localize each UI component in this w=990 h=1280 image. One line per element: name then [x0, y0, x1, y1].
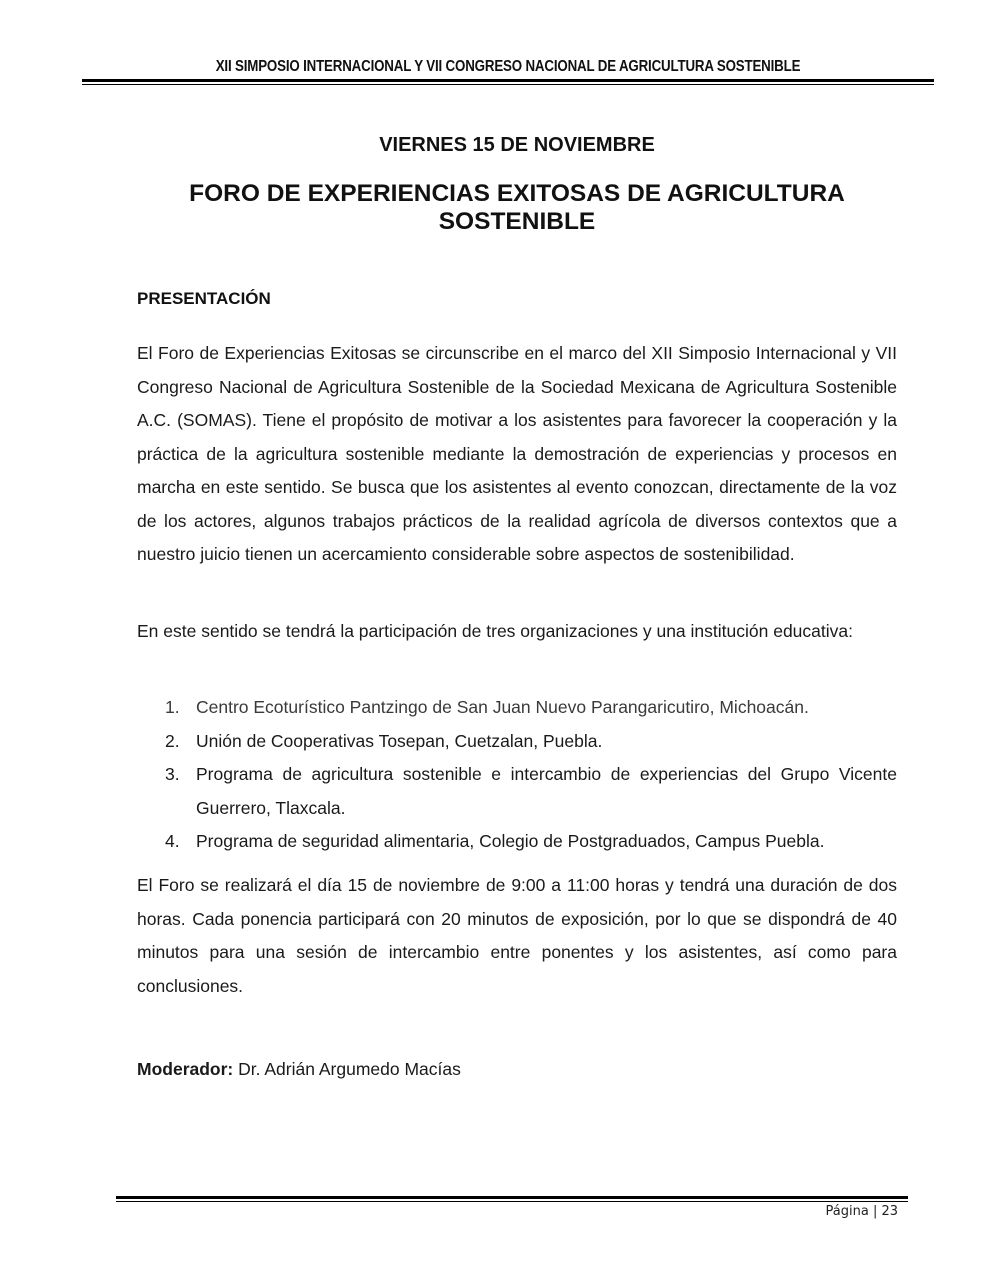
moderator-name: Dr. Adrián Argumedo Macías: [238, 1059, 461, 1079]
list-item-text: Programa de agricultura sostenible e intercambio de experiencias del Grupo Vicente Guerrero, Tlaxcala.: [196, 764, 897, 818]
organization-list: [137, 691, 897, 859]
moderator-line: [137, 1059, 461, 1080]
list-item-number: 3.: [165, 764, 180, 784]
section-heading: PRESENTACIÓN: [137, 289, 271, 308]
list-item-text: Centro Ecoturístico Pantzingo de San Juan Nuevo Parangaricutiro, Michoacán.: [196, 697, 809, 717]
header-divider-thin: [82, 84, 934, 85]
header-divider: [82, 79, 934, 82]
list-item: [137, 691, 897, 725]
participation-paragraph: En este sentido se tendrá la participación de tres organizaciones y una institución educativa:: [137, 621, 853, 641]
list-item: [137, 725, 897, 759]
footer-divider: [116, 1196, 908, 1199]
list-item-number: 4.: [165, 831, 180, 851]
header-title: XII SIMPOSIO INTERNACIONAL Y VII CONGRESO NACIONAL DE AGRICULTURA SOSTENIBLE: [215, 58, 801, 75]
list-item-text: Programa de seguridad alimentaria, Colegio de Postgraduados, Campus Puebla.: [196, 831, 825, 851]
page-title: FORO DE EXPERIENCIAS EXITOSAS DE AGRICULTURA SOSTENIBLE: [189, 180, 845, 235]
list-item: [137, 758, 897, 825]
page-number: Página | 23: [825, 1204, 898, 1219]
intro-paragraph: El Foro de Experiencias Exitosas se circunscribe en el marco del XII Simposio Internacional y VII Congreso Nacional de Agricultura Sostenible de la Sociedad Mexicana de Agricultura Sostenible A.C. (SOMAS). Tiene el propósito de motivar a los asistentes para favorecer la cooperación y la práctica de la agricultura sostenible mediante la demostración de experiencias y procesos en marcha en este sentido. Se busca que los asistentes al evento conozcan, directamente de la voz de los actores, algunos trabajos prácticos de la realidad agrícola de diversos contextos que a nuestro juicio tienen un acercamiento considerable sobre aspectos de sostenibilidad.: [137, 343, 897, 564]
list-item-number: 2.: [165, 730, 180, 751]
footer-divider-thin: [116, 1201, 908, 1202]
moderator-label: Moderador:: [137, 1059, 234, 1079]
list-item: [137, 825, 897, 859]
list-item-text: Unión de Cooperativas Tosepan, Cuetzalan, Puebla.: [196, 730, 603, 751]
list-item-number: 1.: [165, 697, 180, 717]
schedule-paragraph: El Foro se realizará el día 15 de noviembre de 9:00 a 11:00 horas y tendrá una duración de dos horas. Cada ponencia participará con 20 minutos de exposición, por lo que se dispondrá de 40 minutos para una sesión de intercambio entre ponentes y los asistentes, así como para conclusiones.: [137, 875, 897, 996]
date-heading: VIERNES 15 DE NOVIEMBRE: [379, 134, 655, 156]
